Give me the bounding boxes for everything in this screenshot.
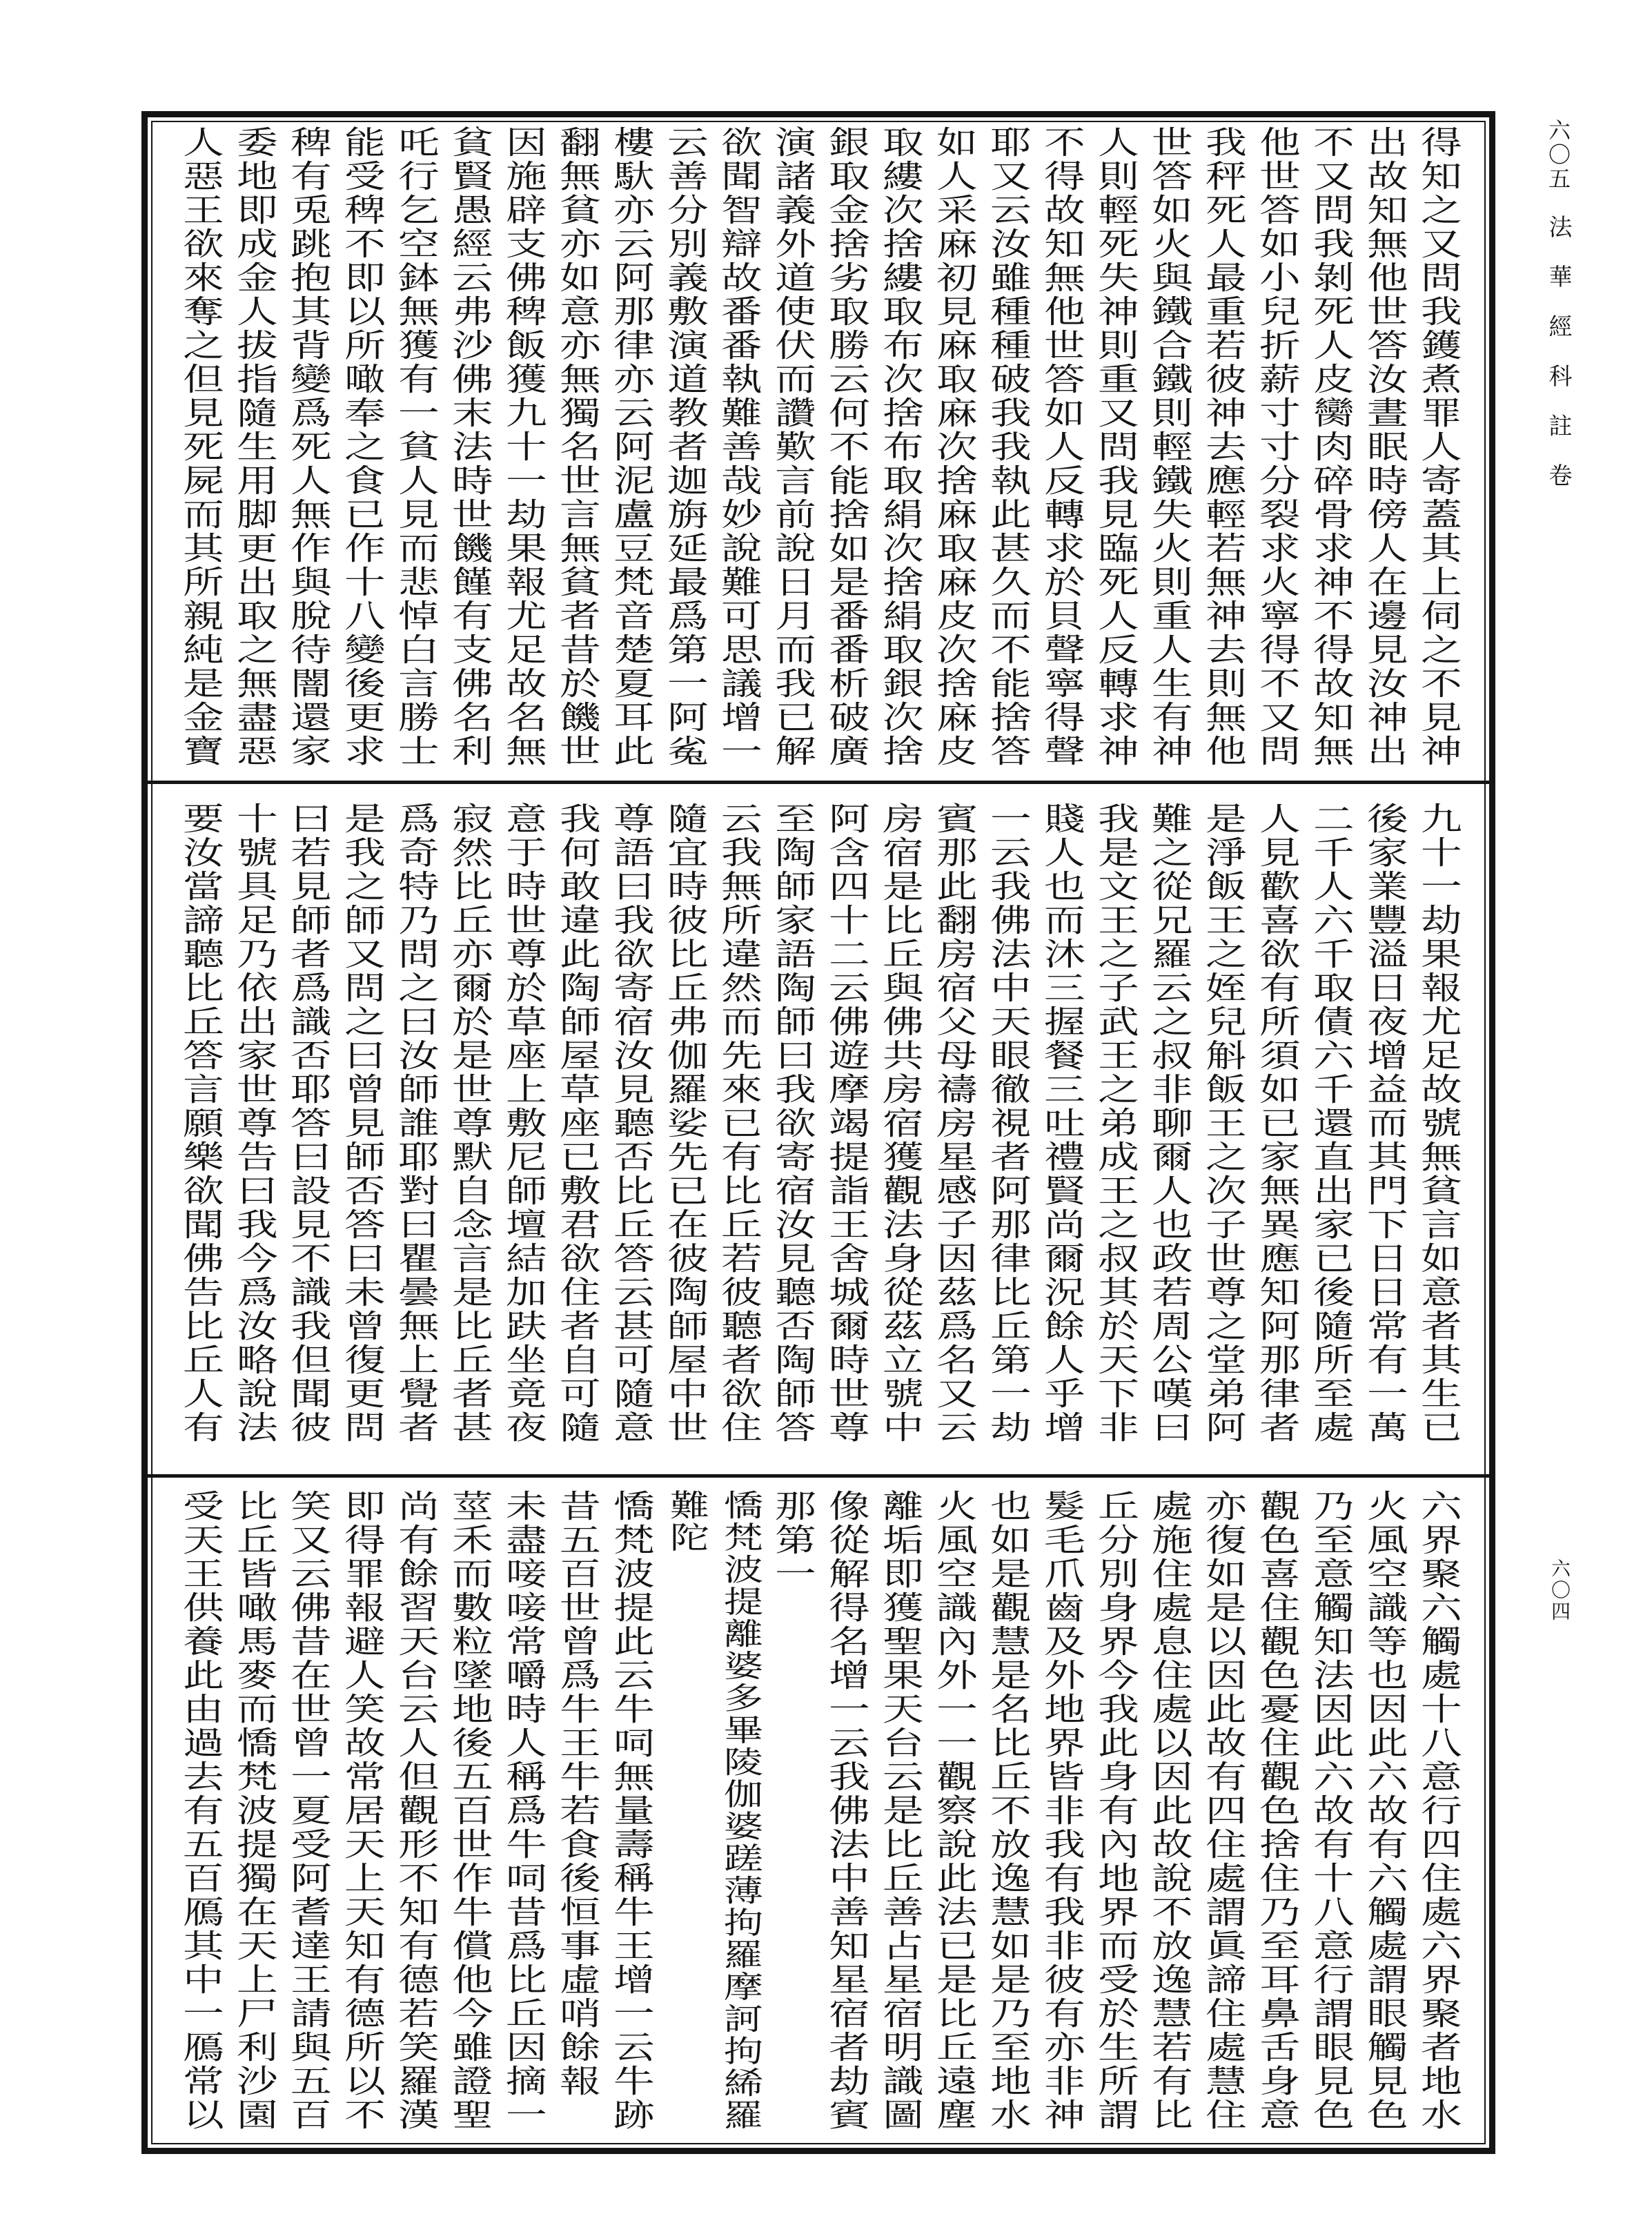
text-column: 昔五百世曾爲牛王牛若食後恒事虛哨餘報	[553, 1489, 602, 2098]
text-column: 我秤死人最重若彼神去應輕若無神去則無他	[1199, 126, 1248, 768]
text-column: 曰若見師者爲識否耶答曰設見不識我但聞彼	[284, 802, 333, 1445]
text-column: 出故知無他世答汝晝眠時傍人在邊見汝神出	[1360, 126, 1410, 768]
text-column: 是淨飯王之姪兒斛飯王之次子世尊之堂弟阿	[1199, 802, 1248, 1445]
text-column: 未盡唼唼常嚼時人稱爲牛呞昔爲比丘因摘一	[499, 1489, 549, 2132]
lower-register	[174, 1489, 1466, 2138]
text-column: 能受稗不即以所噉奉之食已作十八變後更求	[337, 126, 387, 768]
text-column: 寂然比丘亦爾於是世尊默自念言是比丘者甚	[445, 802, 495, 1445]
text-column: 我是文王之子武王之弟成王之叔其於天下非	[1091, 802, 1141, 1445]
text-column: 是我之師又問之曰曾見師否答曰未曾復更問	[337, 802, 387, 1445]
text-column: 離垢即獲聖果天台云是比丘善占星宿明識圖	[876, 1489, 925, 2132]
text-column: 演諸義外道使伏而讚歎言前說日月而我已解	[768, 126, 818, 768]
text-column: 那第一	[768, 1489, 818, 1591]
text-column: 尊語曰我欲寄宿汝見聽否比丘答云甚可隨意	[607, 802, 656, 1445]
text-column: 取縷次捨縷取布次捨布取絹次捨絹取銀次捨	[876, 126, 925, 768]
text-column: 得知之又問我鑊煮罪人寄蓋其上伺之不見神	[1414, 126, 1464, 768]
text-column: 房宿是比丘與佛共房宿獲觀法身從茲立號中	[876, 802, 925, 1445]
text-column: 亦復如是以因此故有四住處謂眞諦住處慧住	[1199, 1489, 1248, 2132]
text-column: 銀取金捨劣取勝云何不能捨如是番番析破廣	[822, 126, 872, 768]
text-column: 髮毛爪齒及外地界皆非我有我非彼有亦非神	[1037, 1489, 1087, 2132]
text-column: 不又問我剝死人皮臠肉碎骨求神不得故知無	[1306, 126, 1356, 768]
margin-page-number: 六〇四	[1548, 1558, 1571, 1623]
text-column: 十號具足乃依出家世尊告曰我今爲汝略說法	[230, 802, 279, 1445]
text-column: 爲奇特乃問之曰汝師誰耶對曰瞿曇無上覺者	[391, 802, 441, 1445]
text-column: 如人采麻初見麻取麻次捨麻取麻皮次捨麻皮	[930, 126, 979, 768]
text-column: 莖禾而數粒墜地後五百世作牛償他今雖證聖	[445, 1489, 495, 2132]
text-column: 難之從兄羅云之叔非聊爾人也政若周公嘆曰	[1145, 802, 1194, 1445]
text-column: 世答如火與鐵合鐵則輕鐵失火則重人生有神	[1145, 126, 1194, 768]
text-column: 貧賢愚經云弗沙佛末法時世饑饉有支佛名利	[445, 126, 495, 768]
running-head	[1537, 119, 1579, 547]
text-column: 因施辟支佛稗飯獲九十一劫果報尤足故名無	[499, 126, 549, 768]
running-head-title: 法華經科註卷	[1544, 215, 1572, 513]
text-column: 即得罪報避人笑故常居天上天知有德所以不	[337, 1489, 387, 2132]
text-column: 耶又云汝雖種種破我我執此甚久而不能捨答	[983, 126, 1033, 768]
text-column: 二千人六千取債六千還直出家已後隨所至處	[1306, 802, 1356, 1445]
middle-register	[174, 802, 1466, 1451]
sutra-text-column: 憍梵波提離婆多畢陵伽婆蹉薄拘羅摩訶拘絺羅	[716, 1489, 763, 2131]
register-divider	[148, 1474, 1489, 1478]
text-column: 他世答如小兒折薪寸寸分裂求火寧得不又問	[1252, 126, 1302, 768]
text-column: 丘分別身界今我此身有內地界而受於生所謂	[1091, 1489, 1141, 2132]
text-column: 處施住處息住處以因此故說不放逸慧若有比	[1145, 1489, 1194, 2132]
text-column: 人則輕死失神則重又問我見臨死人反轉求神	[1091, 126, 1141, 768]
text-column: 云我無所違然而先來已有比丘若彼聽者欲住	[714, 802, 764, 1445]
text-column: 受天王供養此由過去有五百鴈其中一鴈常以	[176, 1489, 226, 2132]
text-column: 稗有兎跳抱其背變爲死人無作與脫待闇還家	[284, 126, 333, 768]
text-column: 不得故知無他世答如人反轉求於貝聲寧得聲	[1037, 126, 1087, 768]
text-column: 翻無貧亦如意亦無獨名世言無貧者昔於饑世	[553, 126, 602, 768]
text-column: 樓馱亦云阿那律亦云阿泥盧豆梵音楚夏耳此	[607, 126, 656, 768]
text-column: 委地即成金人拔指隨生用脚更出取之無盡惡	[230, 126, 279, 768]
text-column: 至陶師家語陶師曰我欲寄宿汝見聽否陶師答	[768, 802, 818, 1445]
sutra-text-column: 難陀	[662, 1489, 709, 1554]
text-column: 六界聚六觸處十八意行四住處六界聚者地水	[1414, 1489, 1464, 2132]
text-column: 云善分別義敷演道教者迦旃延最爲第一阿㝹	[660, 126, 710, 768]
text-column: 人惡王欲來奪之但見死屍而其所親純是金寶	[176, 126, 226, 768]
text-column: 火風空識等也因此六故有六觸處謂眼觸見色	[1360, 1489, 1410, 2132]
text-column: 賤人也而沐三握餐三吐禮賢尚爾況餘人乎增	[1037, 802, 1087, 1445]
text-column: 隨宜時彼比丘弗伽羅娑先已在彼陶師屋中世	[660, 802, 710, 1445]
text-column: 人見歡喜欲有所須如已家無異應知阿那律者	[1252, 802, 1302, 1445]
text-column: 乃至意觸知法因此六故有十八意行謂眼見色	[1306, 1489, 1356, 2132]
text-column: 我何敢違此陶師屋草座已敷君欲住者自可隨	[553, 802, 602, 1445]
text-column: 憍梵波提此云牛呞無量壽稱牛王增一云牛跡	[607, 1489, 656, 2132]
text-column: 後家業豐溢日夜增益而其門下日日常有一萬	[1360, 802, 1410, 1445]
text-column: 一云我佛法中天眼徹視者阿那律比丘第一劫	[983, 802, 1033, 1445]
register-divider	[148, 781, 1489, 784]
text-column: 九十一劫果報尤足故號無貧言如意者其生已	[1414, 802, 1464, 1445]
text-column: 意于時世尊於草座上敷尼師壇結加趺坐竟夜	[499, 802, 549, 1445]
text-column: 笑又云佛昔在世曾一夏受阿耆達王請與五百	[284, 1489, 333, 2132]
running-head-page-number: 六〇五	[1545, 119, 1571, 191]
text-column: 尚有餘習天台云人但觀形不知有德若笑羅漢	[391, 1489, 441, 2132]
text-column: 也如是觀慧是名比丘不放逸慧如是乃至地水	[983, 1489, 1033, 2132]
text-column: 火風空識內外一一觀察說此法已是比丘遠塵	[930, 1489, 979, 2132]
text-column: 欲聞智辯故番番執難善哉妙說難可思議增一	[714, 126, 764, 768]
text-column: 吒行乞空鉢無獲有一貧人見而悲悼白言勝士	[391, 126, 441, 768]
text-column: 觀色喜住觀色憂住觀色捨住乃至耳鼻舌身意	[1252, 1489, 1302, 2132]
text-column: 比丘皆噉馬麥而憍梵波提獨在天上尸利沙園	[230, 1489, 279, 2132]
text-column: 要汝當諦聽比丘答言願樂欲聞佛告比丘人有	[176, 802, 226, 1445]
text-column: 賓那此翻房宿父母禱房星感子因茲爲名又云	[930, 802, 979, 1445]
upper-register	[174, 126, 1466, 774]
text-column: 阿含四十二云佛遊摩竭提詣王舍城爾時世尊	[822, 802, 872, 1445]
text-column: 像從解得名增一云我佛法中善知星宿者劫賓	[822, 1489, 872, 2132]
